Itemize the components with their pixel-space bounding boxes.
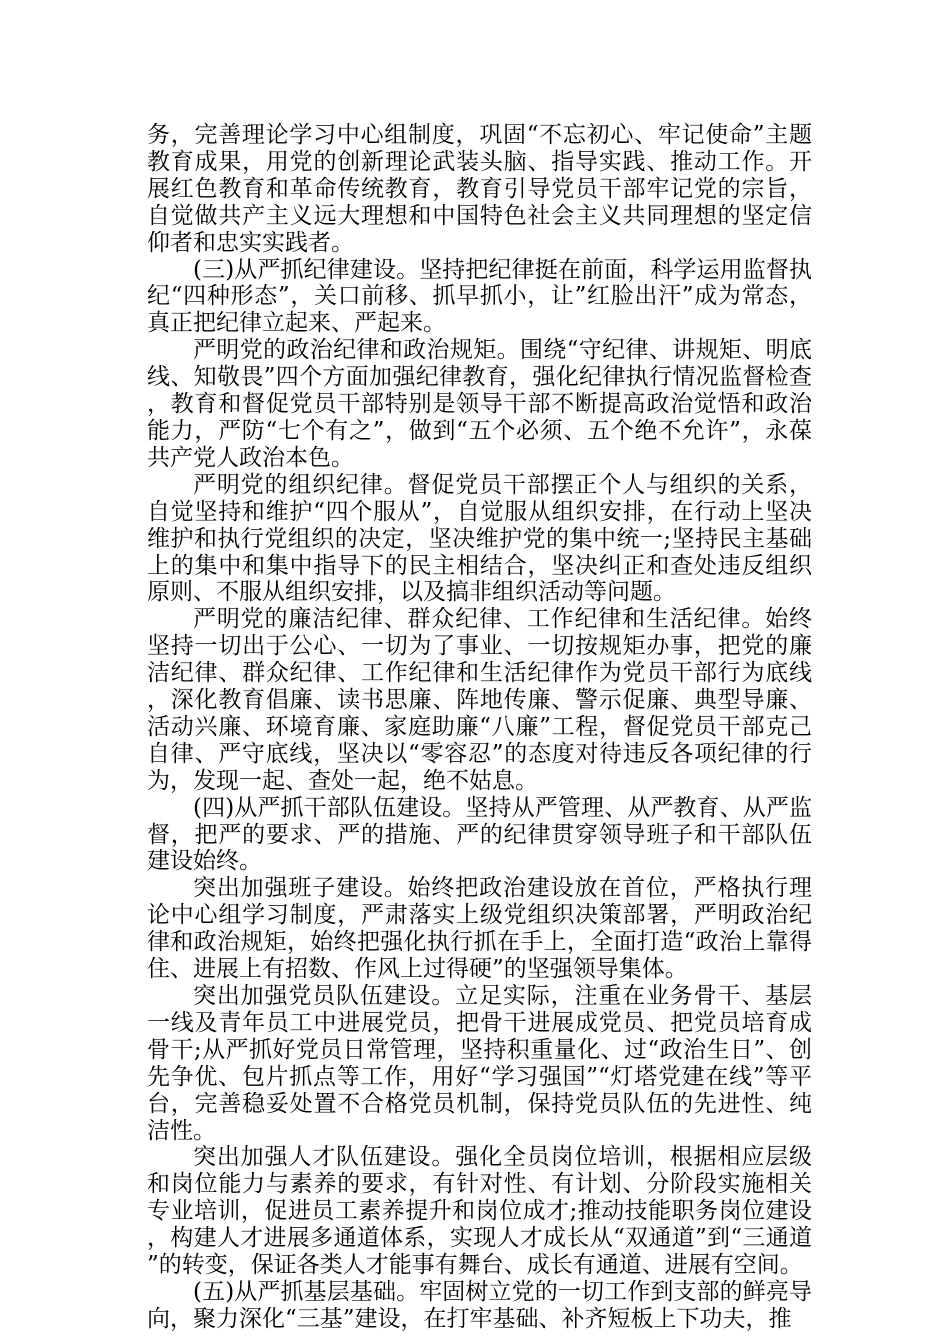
paragraph: (四)从严抓干部队伍建设。坚持从严管理、从严教育、从严监督，把严的要求、严的措施、严的纪律贯穿领导班子和干部队伍建设始终。 xyxy=(147,794,812,875)
paragraph: (五)从严抓基层基础。牢固树立党的一切工作到支部的鲜亮导向，聚力深化“三基”建设，在打牢基础、补齐短板上下功夫，推 xyxy=(147,1278,812,1332)
paragraph: 突出加强人才队伍建设。强化全员岗位培训，根据相应层级和岗位能力与素养的要求，有针对性、有计划、分阶段实施相关专业培训，促进员工素养提升和岗位成才;推动技能职务岗位建设，构建人才进展多通道体系，实现人才成长从“双通道”到“三通道”的转变，保证各类人才能事有舞台、成长有通道、进展有空间。 xyxy=(147,1144,812,1279)
paragraph: 严明党的政治纪律和政治规矩。围绕“守纪律、讲规矩、明底线、知敬畏”四个方面加强纪律教育，强化纪律执行情况监督检查，教育和督促党员干部特别是领导干部不断提高政治觉悟和政治能力，严防“七个有之”，做到“五个必须、五个绝不允许”，永葆共产党人政治本色。 xyxy=(147,337,812,471)
paragraph: 务，完善理论学习中心组制度，巩固“不忘初心、牢记使命”主题教育成果，用党的创新理论武装头脑、指导实践、推动工作。开展红色教育和革命传统教育，教育引导党员干部牢记党的宗旨，自觉做共产主义远大理想和中国特色社会主义共同理想的坚定信仰者和忠实实践者。 xyxy=(147,122,812,256)
paragraph: (三)从严抓纪律建设。坚持把纪律挺在前面，科学运用监督执纪“四种形态”，关口前移、抓早抓小，让”红脸出汗”成为常态，真正把纪律立起来、严起来。 xyxy=(147,256,812,337)
paragraph: 严明党的组织纪律。督促党员干部摆正个人与组织的关系，自觉坚持和维护“四个服从”，自觉服从组织安排，在行动上坚决维护和执行党组织的决定，坚决维护党的集中统一;坚持民主基础上的集中和集中指导下的民主相结合，坚决纠正和查处违反组织原则、不服从组织安排，以及搞非组织活动等问题。 xyxy=(147,471,812,606)
paragraph: 突出加强党员队伍建设。立足实际，注重在业务骨干、基层一线及青年员工中进展党员，把骨干进展成党员、把党员培育成骨干;从严抓好党员日常管理，坚持积重量化、过“政治生日”、创先争优、包片抓点等工作，用好“学习强国”“灯塔党建在线”等平台，完善稳妥处置不合格党员机制，保持党员队伍的先进性、纯洁性。 xyxy=(147,983,812,1144)
document-body xyxy=(147,122,812,1333)
paragraph: 严明党的廉洁纪律、群众纪律、工作纪律和生活纪律。始终坚持一切出于公心、一切为了事业、一切按规矩办事，把党的廉洁纪律、群众纪律、工作纪律和生活纪律作为党员干部行为底线，深化教育倡廉、读书思廉、阵地传廉、警示促廉、典型导廉、活动兴廉、环境育廉、家庭助廉“八廉”工程，督促党员干部克己自律、严守底线，坚决以“零容忍”的态度对待违反各项纪律的行为，发现一起、查处一起，绝不姑息。 xyxy=(147,606,812,794)
paragraph: 突出加强班子建设。始终把政治建设放在首位，严格执行理论中心组学习制度，严肃落实上级党组织决策部署，严明政治纪律和政治规矩，始终把强化执行抓在手上，全面打造“政治上靠得住、进展上有招数、作风上过得硬”的坚强领导集体。 xyxy=(147,875,812,983)
